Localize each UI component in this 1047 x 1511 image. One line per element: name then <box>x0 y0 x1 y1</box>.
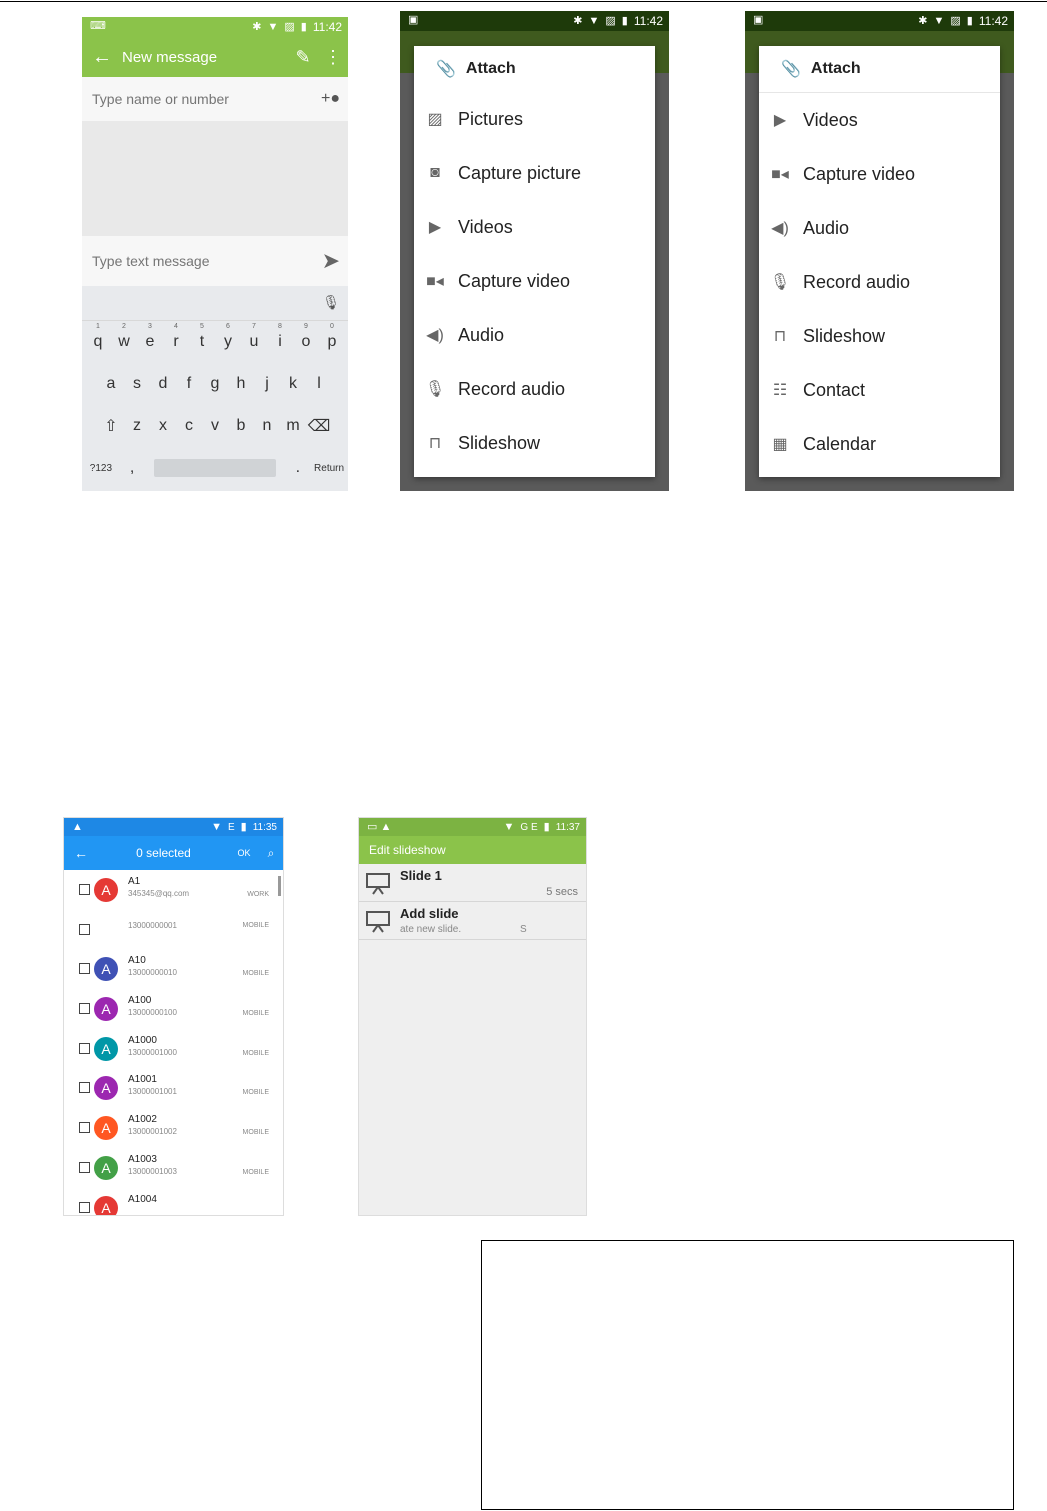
status-bar <box>745 11 1014 31</box>
avatar: A <box>94 957 118 981</box>
speaker-icon: ◀) <box>771 220 789 237</box>
new-message-screen <box>82 17 348 491</box>
menu-item-capture-video[interactable] <box>414 254 655 308</box>
add-slide-row[interactable] <box>359 902 586 940</box>
key-o[interactable]: 9 o <box>301 323 311 350</box>
key-v[interactable]: v <box>211 417 219 434</box>
menu-item-label: Capture video <box>458 270 571 291</box>
attach-menu-title: Attach <box>465 60 516 77</box>
attach-menu-header <box>414 46 655 92</box>
contact-number: 13000001000 <box>128 1047 177 1057</box>
key-h[interactable]: h <box>236 375 246 392</box>
app-bar <box>64 836 283 870</box>
page-top-rule <box>0 1 1047 2</box>
status-time: 11:42 <box>978 14 1008 28</box>
contact-type: MOBILE <box>242 1049 269 1057</box>
app-bar <box>82 37 348 77</box>
menu-item-contact[interactable] <box>759 363 1000 417</box>
keyboard-row-2 <box>82 363 348 405</box>
status-bar <box>82 17 348 37</box>
battery-icon: ▮ <box>966 14 973 27</box>
status-bar <box>64 818 283 836</box>
attach-menu-screen-2 <box>745 11 1014 491</box>
suggestion-strip <box>82 286 348 321</box>
menu-item-slideshow[interactable] <box>759 309 1000 363</box>
contact-type: WORK <box>247 891 269 898</box>
attach-menu <box>414 46 655 477</box>
avatar: A <box>94 878 118 902</box>
slideshow-icon <box>365 908 391 934</box>
contact-name: A1003 <box>128 1153 157 1165</box>
attach-menu <box>759 46 1000 477</box>
no-sim-icon: ▨ <box>605 14 616 27</box>
select-checkbox[interactable] <box>79 1043 90 1054</box>
contact-type: MOBILE <box>242 921 269 929</box>
slideshow-icon: ⊓ <box>428 435 442 452</box>
slideshow-icon: ⊓ <box>773 328 787 345</box>
menu-item-videos[interactable] <box>759 93 1000 147</box>
menu-item-label: Slideshow <box>458 432 541 453</box>
keyboard-row-3 <box>82 405 348 447</box>
status-time: 11:35 <box>252 821 277 833</box>
menu-item-label: Capture picture <box>458 162 582 183</box>
backspace-key-icon[interactable]: ⌫ <box>307 418 331 435</box>
contact-number: 13000000100 <box>128 1008 177 1018</box>
select-checkbox[interactable] <box>79 924 90 935</box>
select-checkbox[interactable] <box>79 1122 90 1133</box>
key-k[interactable]: k <box>289 375 297 392</box>
shift-key-icon[interactable]: ⇧ <box>104 418 118 435</box>
add-slide-title: Add slide <box>400 906 459 921</box>
page-title: Edit slideshow <box>359 836 586 864</box>
menu-item-label: Calendar <box>803 433 877 454</box>
selection-count: 0 selected <box>136 846 191 860</box>
soft-keyboard <box>82 286 348 491</box>
contact-list <box>64 870 283 1215</box>
battery-icon: ▮ <box>621 14 628 27</box>
scrollbar[interactable] <box>278 876 281 896</box>
key-a[interactable]: a <box>106 375 116 392</box>
network-type: E <box>227 821 235 833</box>
key-y[interactable]: 6 y <box>224 323 232 350</box>
contact-row[interactable] <box>64 1068 283 1108</box>
no-sim-icon: ▨ <box>284 20 295 33</box>
key-w[interactable]: 2 w <box>118 323 130 350</box>
menu-item-label: Record audio <box>458 378 566 399</box>
menu-item-label: Videos <box>458 216 513 237</box>
menu-item-label: Record audio <box>803 271 911 292</box>
calendar-icon: ▦ <box>772 436 788 453</box>
contact-row[interactable] <box>64 1029 283 1069</box>
contact-row[interactable] <box>64 1108 283 1148</box>
menu-item-label: Audio <box>458 324 505 345</box>
avatar: A <box>94 1196 118 1217</box>
contact-number: 13000001003 <box>128 1166 177 1176</box>
attach-menu-title: Attach <box>810 60 861 77</box>
speaker-icon: ◀) <box>426 327 444 344</box>
space-key[interactable] <box>154 459 275 477</box>
video-camera-icon: ■◂ <box>771 166 789 183</box>
image-notification-icon: ▣ <box>753 14 764 26</box>
key-p[interactable]: 0 p <box>327 323 337 350</box>
keyboard-row-4 <box>82 447 348 489</box>
menu-item-record-audio[interactable] <box>759 255 1000 309</box>
contact-type: MOBILE <box>242 1089 269 1097</box>
contact-name: A1001 <box>128 1074 157 1086</box>
avatar: A <box>94 1037 118 1061</box>
slide-row[interactable] <box>359 864 586 902</box>
avatar: A <box>94 1076 118 1100</box>
menu-item-label: Pictures <box>458 108 524 129</box>
microphone-icon[interactable]: 🎙 <box>322 294 340 310</box>
contact-type: MOBILE <box>242 1129 269 1137</box>
add-contact-icon[interactable]: +● <box>320 90 340 107</box>
avatar: A <box>94 1116 118 1140</box>
status-time: 11:42 <box>633 14 663 28</box>
menu-item-capture-picture[interactable] <box>414 146 655 200</box>
symbols-key[interactable]: ?123 <box>89 462 113 474</box>
contact-row[interactable] <box>64 1148 283 1188</box>
attach-paperclip-icon[interactable]: ✎ <box>295 46 311 67</box>
contact-name: A1004 <box>128 1193 157 1205</box>
contact-number: 13000000010 <box>128 968 177 978</box>
video-icon: ▶ <box>773 112 787 129</box>
paperclip-icon: 📎 <box>436 61 456 78</box>
avatar: A <box>94 997 118 1021</box>
menu-item-videos[interactable] <box>414 200 655 254</box>
status-time: 11:37 <box>555 821 580 833</box>
comma-key[interactable]: , <box>129 459 135 476</box>
menu-item-label: Slideshow <box>803 325 886 346</box>
contact-type: MOBILE <box>242 970 269 978</box>
select-checkbox[interactable] <box>79 1003 90 1014</box>
period-key[interactable]: . <box>295 459 301 476</box>
network-type: G E <box>520 821 538 833</box>
contact-row[interactable] <box>64 1188 283 1217</box>
select-checkbox[interactable] <box>79 1202 90 1213</box>
send-icon[interactable]: ➤ <box>321 248 340 273</box>
wifi-icon: ▼ <box>503 820 515 833</box>
contact-type: MOBILE <box>242 1010 269 1018</box>
battery-icon: ▮ <box>240 820 247 833</box>
bluetooth-icon: ✱ <box>573 14 583 27</box>
contact-row[interactable] <box>64 949 283 989</box>
avatar: A <box>94 1156 118 1180</box>
microphone-icon: 🎙 <box>769 274 791 291</box>
picture-icon: ▨ <box>427 111 443 128</box>
video-icon: ▶ <box>428 219 442 236</box>
key-c[interactable]: c <box>185 417 193 434</box>
key-t[interactable]: 5 t <box>199 323 205 350</box>
slide-title: Slide 1 <box>400 868 442 883</box>
search-icon[interactable]: ⌕ <box>267 845 275 860</box>
back-arrow-icon[interactable]: ← <box>74 845 88 861</box>
key-j[interactable]: j <box>265 375 269 392</box>
menu-item-audio[interactable] <box>759 201 1000 255</box>
ok-button[interactable]: OK <box>237 848 251 858</box>
bluetooth-icon: ✱ <box>252 20 262 33</box>
contact-number: 13000001001 <box>128 1087 177 1097</box>
key-u[interactable]: 7 u <box>249 323 259 350</box>
keyboard-notification-icon: ⌨ <box>90 20 106 32</box>
contact-number: 345345@qq.com <box>128 889 190 898</box>
contact-name: A100 <box>128 995 152 1007</box>
battery-icon: ▮ <box>300 20 307 33</box>
bluetooth-icon: ✱ <box>918 14 928 27</box>
status-bar <box>359 818 586 836</box>
keyboard-row-1 <box>82 321 348 363</box>
add-slide-subtitle: ate new slide. <box>400 924 462 935</box>
key-i[interactable]: 8 i <box>278 323 282 350</box>
compose-row <box>82 236 348 286</box>
wifi-icon: ▼ <box>933 14 945 27</box>
key-b[interactable]: b <box>236 417 246 434</box>
key-e[interactable]: 3 e <box>145 323 155 350</box>
select-checkbox[interactable] <box>79 963 90 974</box>
contact-name: A1 <box>128 876 141 887</box>
recipient-input[interactable] <box>90 90 321 108</box>
key-f[interactable]: f <box>186 375 192 392</box>
wifi-icon: ▼ <box>267 20 279 33</box>
menu-item-capture-video[interactable] <box>759 147 1000 201</box>
menu-item-record-audio[interactable] <box>414 362 655 416</box>
back-arrow-icon[interactable]: ← <box>92 45 112 68</box>
select-checkbox[interactable] <box>79 1162 90 1173</box>
wifi-icon: ▼ <box>588 14 600 27</box>
attach-menu-screen-1 <box>400 11 669 491</box>
select-checkbox[interactable] <box>79 1082 90 1093</box>
menu-item-label: Contact <box>803 379 866 400</box>
contact-row[interactable] <box>64 910 283 950</box>
key-n[interactable]: n <box>262 417 272 434</box>
key-l[interactable]: l <box>317 375 321 392</box>
select-checkbox[interactable] <box>79 884 90 895</box>
wifi-icon: ▼ <box>211 820 222 833</box>
menu-item-pictures[interactable] <box>414 92 655 146</box>
contact-number: 13000001002 <box>128 1127 177 1137</box>
empty-frame <box>481 1240 1014 1510</box>
warning-icon: ▲ <box>72 821 83 833</box>
slide-duration: 5 secs <box>546 886 578 898</box>
contact-row[interactable] <box>64 989 283 1029</box>
status-bar <box>400 11 669 31</box>
key-r[interactable]: 4 r <box>173 323 179 350</box>
page-title: New message <box>122 48 218 66</box>
key-g[interactable]: g <box>210 375 220 392</box>
add-slide-trailing: S <box>520 924 527 935</box>
message-body-area <box>82 121 348 236</box>
key-z[interactable]: z <box>133 417 141 434</box>
edit-slideshow-screen <box>358 817 587 1216</box>
overflow-menu-icon[interactable]: ⋮ <box>324 46 342 67</box>
key-q[interactable]: 1 q <box>93 323 103 350</box>
return-key[interactable]: Return <box>314 462 345 474</box>
image-notification-icon: ▣ <box>408 14 419 26</box>
notification-icons: ▭ ▲ <box>367 821 392 833</box>
microphone-icon: 🎙 <box>424 381 446 398</box>
contact-number: 13000000001 <box>128 920 177 930</box>
menu-item-calendar[interactable] <box>759 417 1000 471</box>
no-sim-icon: ▨ <box>950 14 961 27</box>
key-s[interactable]: s <box>133 375 141 392</box>
key-d[interactable]: d <box>158 375 168 392</box>
attach-menu-header <box>759 46 1000 93</box>
contact-card-icon: ☷ <box>772 382 788 399</box>
recipient-row <box>82 77 348 121</box>
contact-type: MOBILE <box>242 1168 269 1176</box>
status-time: 11:42 <box>312 20 342 34</box>
contact-name: A1000 <box>128 1034 157 1046</box>
contact-name: A10 <box>128 955 146 967</box>
slideshow-icon <box>365 870 391 896</box>
menu-item-audio[interactable] <box>414 308 655 362</box>
menu-item-label: Capture video <box>803 163 916 184</box>
menu-item-slideshow[interactable] <box>414 416 655 470</box>
menu-item-label: Videos <box>803 109 858 130</box>
menu-item-label: Audio <box>803 217 850 238</box>
camera-icon: ◙ <box>430 164 440 181</box>
battery-icon: ▮ <box>543 820 550 833</box>
key-m[interactable]: m <box>286 417 300 434</box>
key-x[interactable]: x <box>159 417 167 434</box>
video-camera-icon: ■◂ <box>426 273 444 290</box>
contacts-picker-screen <box>63 817 284 1216</box>
contact-row[interactable] <box>64 870 283 910</box>
contact-name: A1002 <box>128 1114 157 1126</box>
compose-input[interactable] <box>90 252 322 270</box>
paperclip-icon: 📎 <box>781 61 801 78</box>
